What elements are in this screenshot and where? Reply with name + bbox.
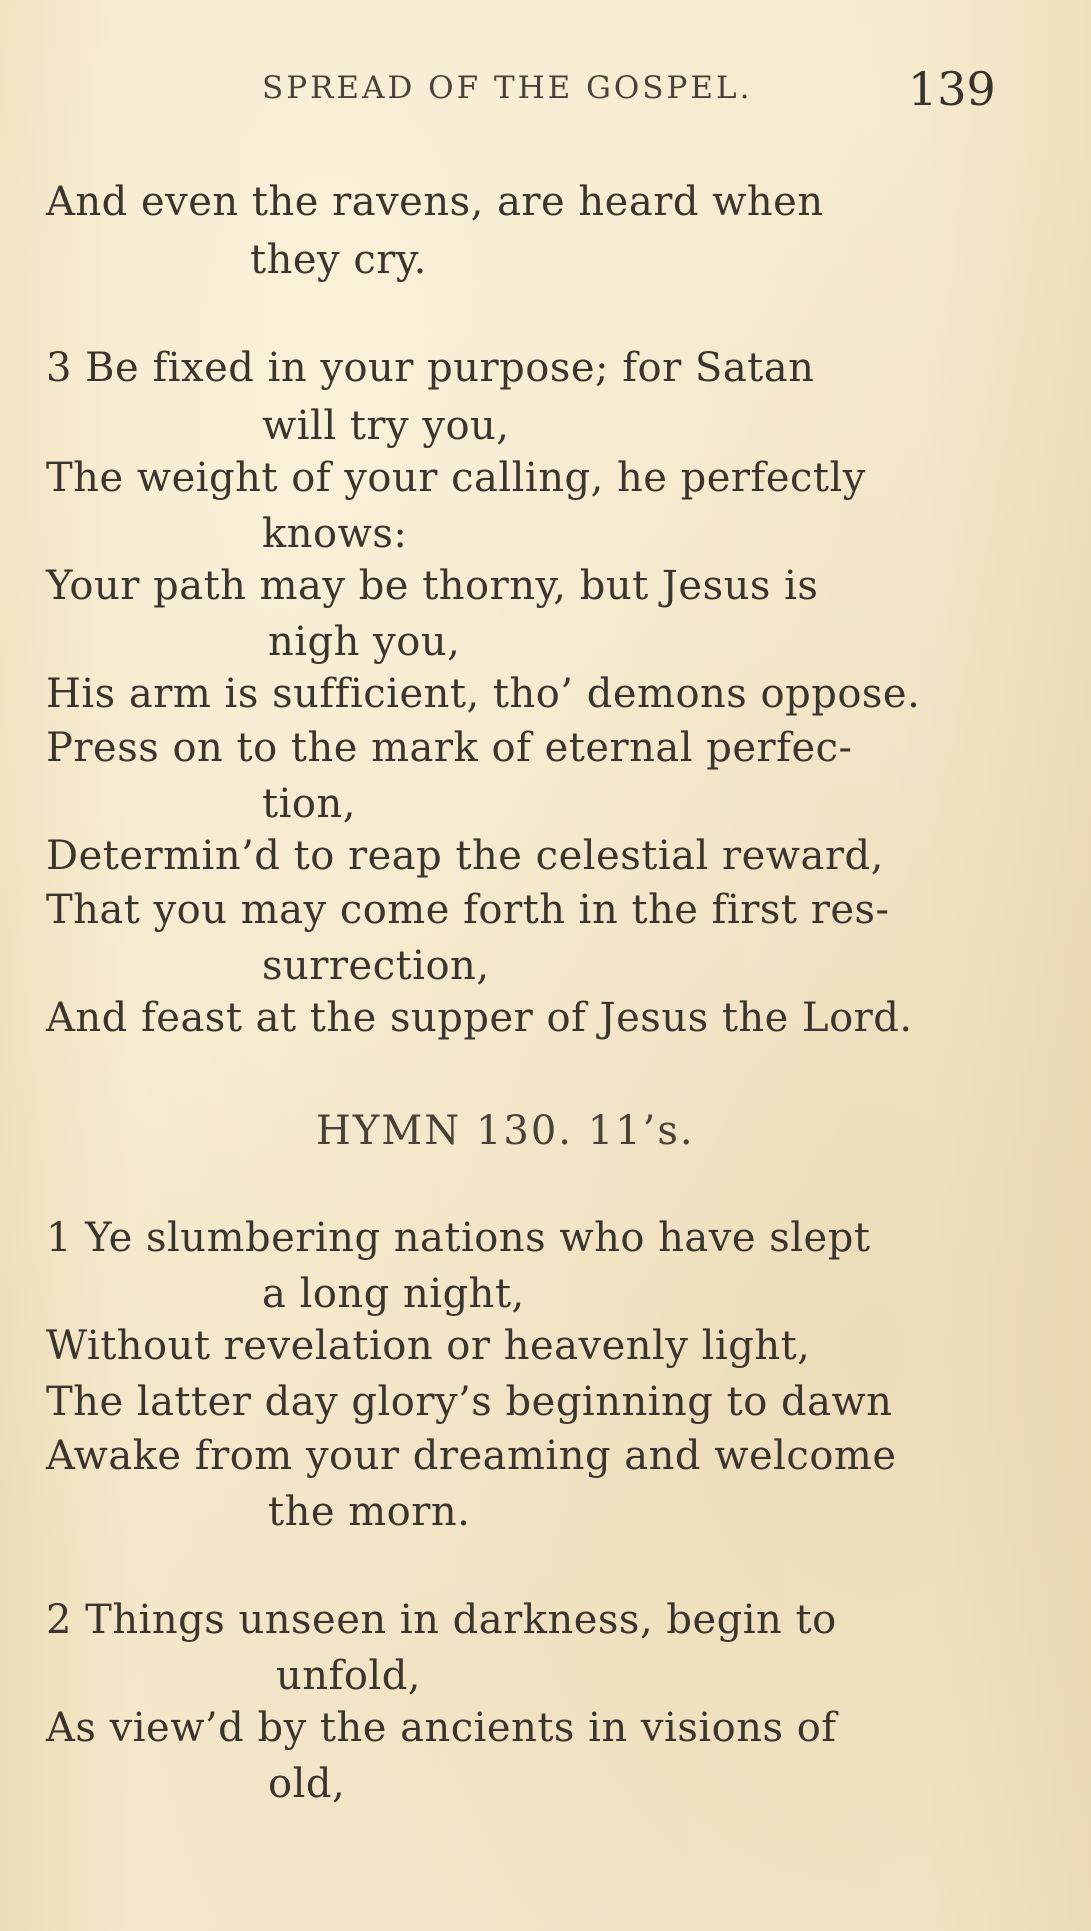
text-line: Determin’d to reap the celestial reward, [46, 833, 884, 879]
hymn-heading: HYMN 130. 11’s. [316, 1108, 695, 1154]
text-line: will try you, [262, 403, 510, 449]
text-line: surrection, [262, 943, 490, 989]
text-line: they cry. [250, 237, 427, 283]
text-line: That you may come forth in the first res- [46, 887, 890, 933]
text-line: Press on to the mark of eternal perfec- [46, 725, 853, 771]
text-line: the morn. [268, 1489, 471, 1535]
verse-1-line: 1 Ye slumbering nations who have slept [46, 1215, 871, 1261]
text-line: Without revelation or heavenly light, [46, 1323, 811, 1369]
text-line: As view’d by the ancients in visions of [46, 1705, 837, 1751]
page-number: 139 [908, 62, 996, 116]
text-line: His arm is sufficient, tho’ demons oppose. [46, 671, 921, 717]
text-line: Awake from your dreaming and welcome [46, 1433, 897, 1479]
text-line: a long night, [262, 1271, 525, 1317]
text-line: knows: [262, 511, 408, 557]
text-line: tion, [262, 781, 356, 827]
verse-3-line: 3 Be fixed in your purpose; for Satan [46, 345, 815, 391]
page-header [0, 62, 1091, 122]
text-line: The weight of your calling, he perfectly [46, 455, 866, 501]
running-title: SPREAD OF THE GOSPEL. [262, 70, 753, 106]
text-line: And feast at the supper of Jesus the Lord. [46, 995, 913, 1041]
verse-2-line: 2 Things unseen in darkness, begin to [46, 1597, 837, 1643]
text-line: Your path may be thorny, but Jesus is [46, 563, 819, 609]
text-line: The latter day glory’s beginning to dawn [46, 1379, 893, 1425]
text-line: nigh you, [268, 619, 461, 665]
text-line: unfold, [276, 1653, 422, 1699]
text-line: And even the ravens, are heard when [46, 179, 824, 225]
text-line: old, [268, 1761, 346, 1807]
